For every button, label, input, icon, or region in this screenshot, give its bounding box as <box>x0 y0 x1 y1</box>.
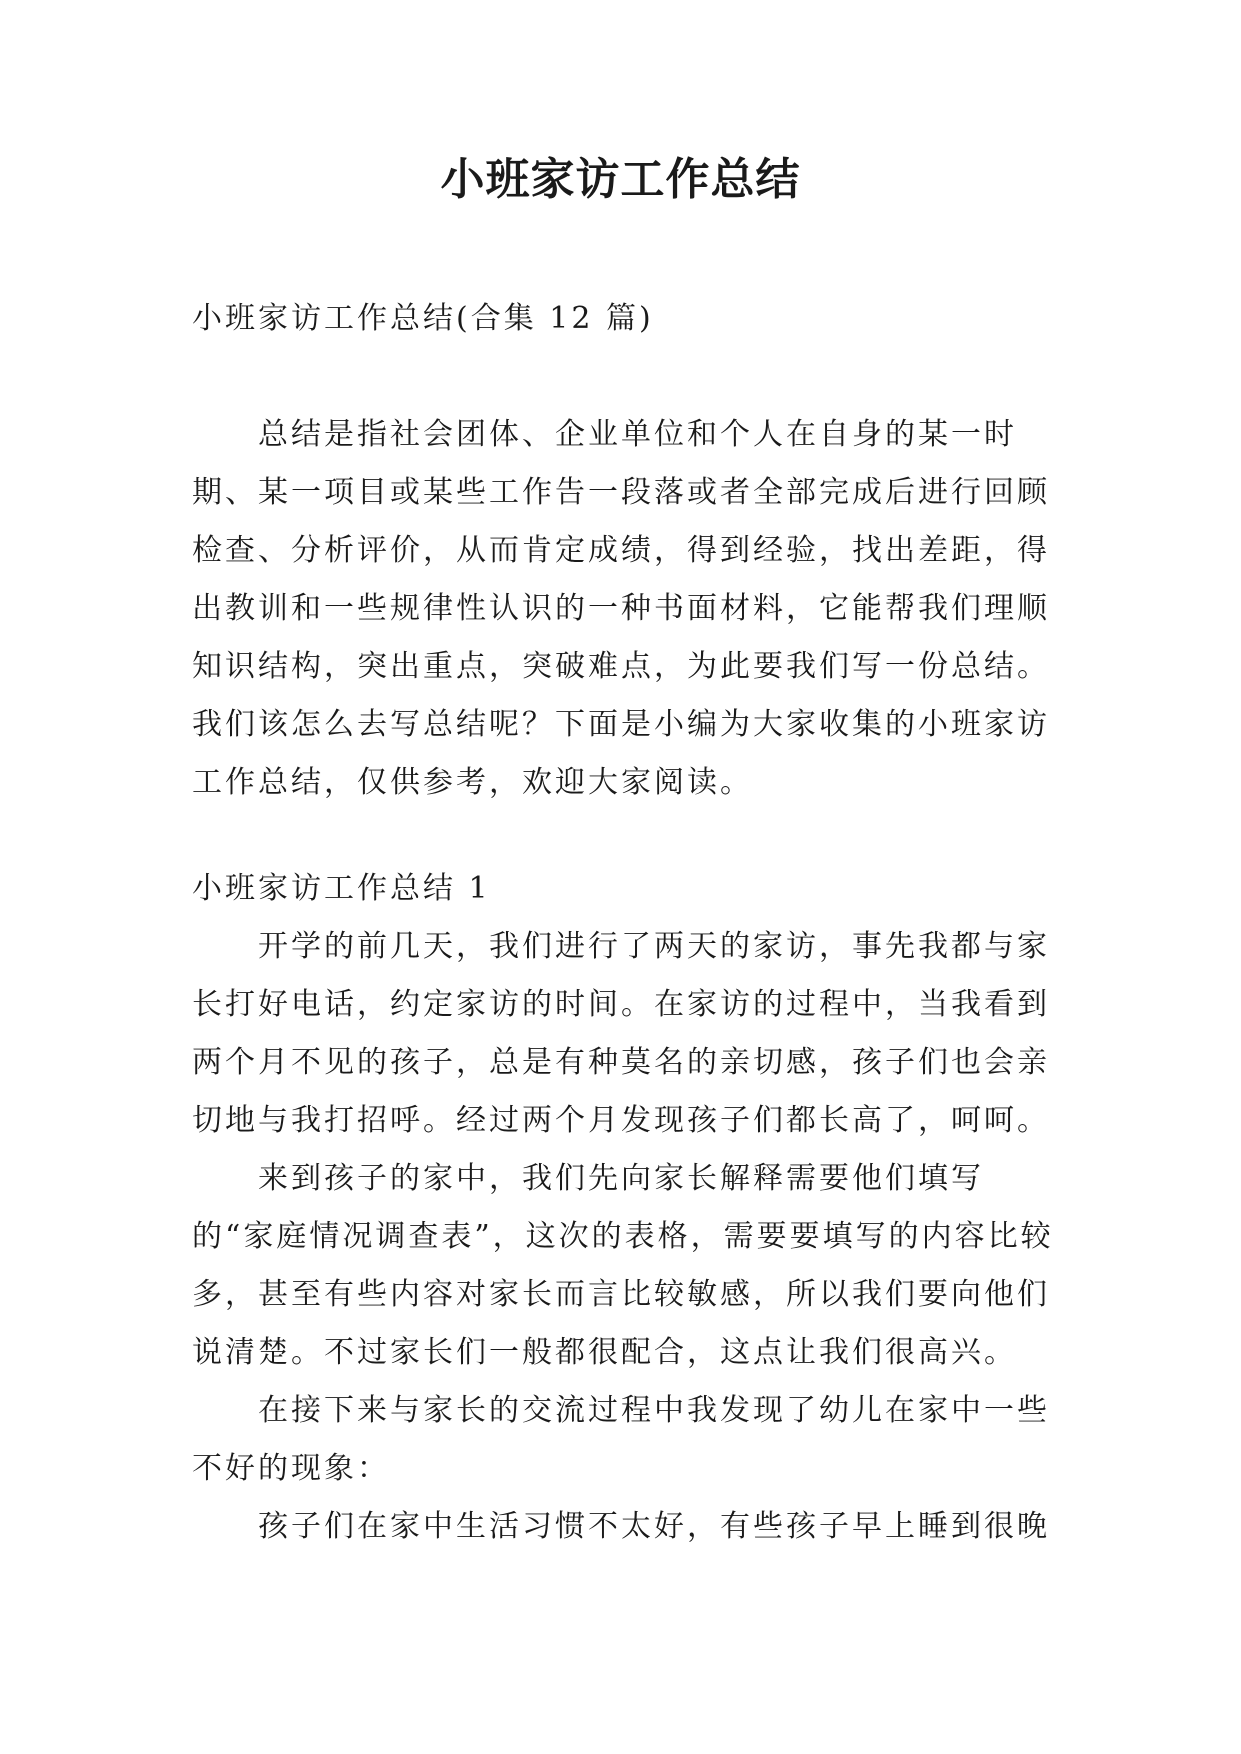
body-paragraph: 来到孩子的家中，我们先向家长解释需要他们填写的“家庭情况调查表”，这次的表格，需要要填写的内容比较多，甚至有些内容对家长而言比较敏感，所以我们要向他们说清楚。不过家长们一般都很配合，这点让我们很高兴。 <box>192 1161 1054 1370</box>
intro-paragraph: 总结是指社会团体、企业单位和个人在自身的某一时期、某一项目或某些工作告一段落或者全部完成后进行回顾检查、分析评价，从而肯定成绩，得到经验，找出差距，得出教训和一些规律性认识的一种书面材料，它能帮我们理顺知识结构，突出重点，突破难点，为此要我们写一份总结。我们该怎么去写总结呢？下面是小编为大家收集的小班家访工作总结，仅供参考，欢迎大家阅读。 <box>192 417 1050 800</box>
body-paragraph: 开学的前几天，我们进行了两天的家访，事先我都与家长打好电话，约定家访的时间。在家访的过程中，当我看到两个月不见的孩子，总是有种莫名的亲切感，孩子们也会亲切地与我打招呼。经过两个月发现孩子们都长高了，呵呵。 <box>192 929 1050 1138</box>
document-body <box>192 290 1062 1556</box>
section-heading: 小班家访工作总结 1 <box>192 871 491 906</box>
document-title: 小班家访工作总结 <box>440 154 801 205</box>
body-paragraph: 孩子们在家中生活习惯不太好，有些孩子早上睡到很晚 <box>258 1509 1050 1544</box>
body-paragraph: 在接下来与家长的交流过程中我发现了幼儿在家中一些不好的现象： <box>192 1393 1050 1486</box>
document-subtitle: 小班家访工作总结(合集 12 篇) <box>192 301 654 336</box>
